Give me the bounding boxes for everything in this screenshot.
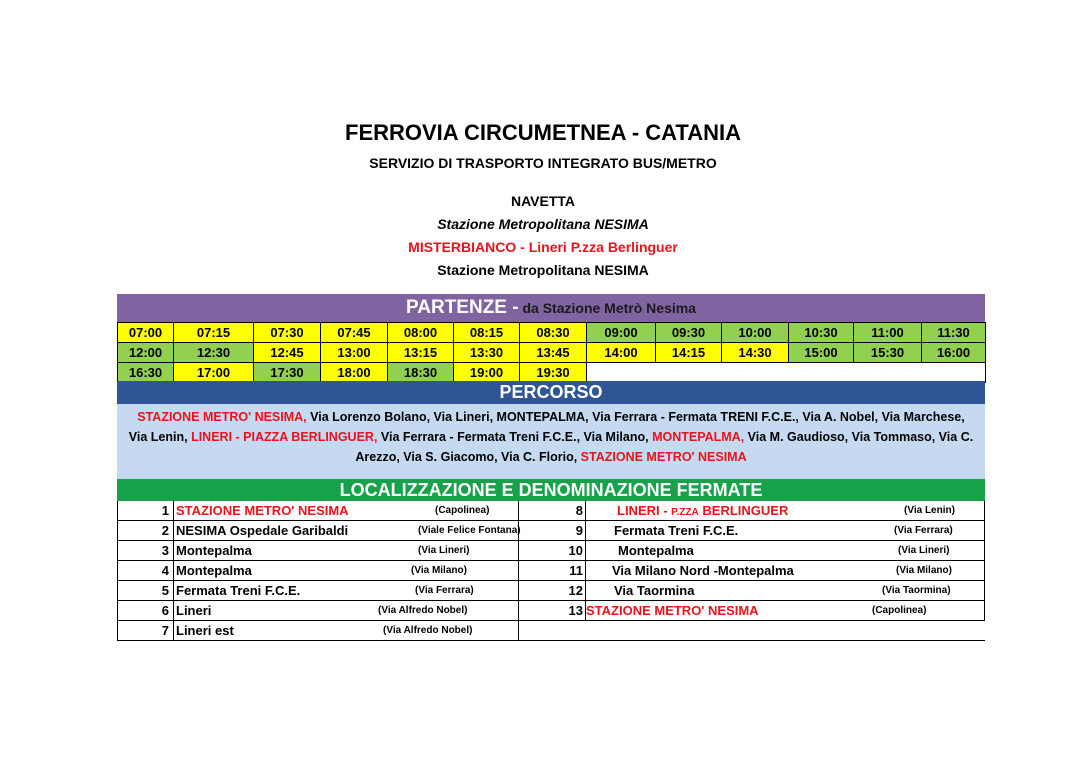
stop-name: Montepalma bbox=[176, 543, 252, 558]
stop-street: (Viale Felice Fontana) bbox=[418, 525, 521, 536]
stop-row bbox=[117, 621, 985, 641]
navetta-label: NAVETTA bbox=[510, 193, 576, 209]
stop-street: (Via Milano) bbox=[896, 565, 952, 576]
stop-row bbox=[117, 521, 985, 541]
route-stop-highlight: STAZIONE METRO' NESIMA, bbox=[137, 410, 307, 424]
grid-line bbox=[585, 561, 586, 580]
stop-name: Lineri bbox=[176, 603, 212, 618]
stop-number: 7 bbox=[161, 623, 169, 638]
departure-time: 17:00 bbox=[174, 363, 254, 383]
departure-time: 07:15 bbox=[174, 323, 254, 343]
departure-row bbox=[118, 343, 986, 363]
stop-number: 10 bbox=[568, 543, 583, 558]
fermate-header: LOCALIZZAZIONE E DENOMINAZIONE FERMATE bbox=[117, 479, 985, 501]
departure-time: 19:00 bbox=[454, 363, 520, 383]
departure-time: 12:45 bbox=[254, 343, 321, 363]
departure-time: 16:00 bbox=[922, 343, 986, 363]
stop-name: Montepalma bbox=[176, 563, 252, 578]
stop-number: 3 bbox=[161, 543, 169, 558]
percorso-header: PERCORSO bbox=[117, 381, 985, 404]
departure-time: 14:00 bbox=[587, 343, 656, 363]
departure-time: 17:30 bbox=[254, 363, 321, 383]
grid-line bbox=[173, 501, 174, 520]
grid-line bbox=[518, 581, 519, 600]
stop-row bbox=[117, 601, 985, 621]
route-line-3: Stazione Metropolitana NESIMA bbox=[437, 262, 649, 278]
departure-time: 10:30 bbox=[789, 323, 854, 343]
grid-line bbox=[984, 581, 985, 600]
departure-time: 13:15 bbox=[388, 343, 454, 363]
grid-line bbox=[585, 501, 586, 520]
stop-number: 13 bbox=[568, 603, 583, 618]
stops-table bbox=[117, 501, 985, 641]
stop-name: Via Milano Nord -Montepalma bbox=[612, 563, 794, 578]
grid-line bbox=[518, 601, 519, 620]
grid-line bbox=[518, 561, 519, 580]
departure-time: 13:30 bbox=[454, 343, 520, 363]
stop-number: 6 bbox=[161, 603, 169, 618]
stop-name: Fermata Treni F.C.E. bbox=[614, 523, 739, 538]
departure-time: 07:00 bbox=[118, 323, 174, 343]
stop-number: 9 bbox=[575, 523, 583, 538]
departure-time: 15:00 bbox=[789, 343, 854, 363]
stop-row bbox=[117, 501, 985, 521]
grid-line bbox=[984, 601, 985, 620]
stop-name: Fermata Treni F.C.E. bbox=[176, 583, 301, 598]
stop-name-part: P.ZZA bbox=[671, 507, 699, 518]
route-text: Via M. Gaudioso, Via Tommaso, Via C. Arezzo, Via S. Giacomo, Via C. Florio, bbox=[355, 430, 974, 464]
departure-time: 14:30 bbox=[722, 343, 789, 363]
stop-name: Via Taormina bbox=[614, 583, 695, 598]
stop-name-part: LINERI - bbox=[617, 503, 672, 518]
stop-row bbox=[117, 561, 985, 581]
grid-line bbox=[518, 501, 519, 520]
stop-row bbox=[117, 541, 985, 561]
departure-time: 08:30 bbox=[520, 323, 587, 343]
stop-number: 12 bbox=[568, 583, 583, 598]
stop-name: STAZIONE METRO' NESIMA bbox=[586, 603, 759, 618]
grid-line bbox=[518, 621, 519, 640]
stop-street: (Via Ferrara) bbox=[415, 585, 474, 596]
departure-time: 08:15 bbox=[454, 323, 520, 343]
route-text: Via Ferrara - Fermata Treni F.C.E., Via Milano, bbox=[377, 430, 653, 444]
stop-street: (Via Ferrara) bbox=[894, 525, 953, 536]
departure-time: 08:00 bbox=[388, 323, 454, 343]
route-stop-highlight: LINERI - PIAZZA BERLINGUER, bbox=[191, 430, 378, 444]
grid-line bbox=[173, 561, 174, 580]
grid-line bbox=[173, 581, 174, 600]
stop-name: NESIMA Ospedale Garibaldi bbox=[176, 523, 349, 538]
stop-name: STAZIONE METRO' NESIMA bbox=[176, 503, 349, 518]
departure-row bbox=[118, 363, 986, 383]
departure-time: 13:45 bbox=[520, 343, 587, 363]
grid-line bbox=[984, 521, 985, 540]
departure-time: 12:00 bbox=[118, 343, 174, 363]
stop-name-part: BERLINGUER bbox=[698, 503, 789, 518]
route-description bbox=[117, 404, 985, 479]
stop-name bbox=[617, 501, 788, 522]
grid-line bbox=[173, 621, 174, 640]
stop-street: (Capolinea) bbox=[872, 605, 927, 616]
grid-line bbox=[585, 521, 586, 540]
grid-line bbox=[984, 501, 985, 520]
stop-number: 2 bbox=[161, 523, 169, 538]
partenze-header bbox=[117, 294, 985, 322]
stop-number: 1 bbox=[161, 503, 169, 518]
stop-street: (Via Alfredo Nobel) bbox=[383, 625, 473, 636]
departure-row bbox=[118, 323, 986, 343]
stop-row bbox=[117, 581, 985, 601]
stop-street: (Capolinea) bbox=[435, 505, 490, 516]
departure-time: 18:30 bbox=[388, 363, 454, 383]
departure-time: 12:30 bbox=[174, 343, 254, 363]
stop-street: (Via Alfredo Nobel) bbox=[378, 605, 468, 616]
departure-time: 18:00 bbox=[321, 363, 388, 383]
grid-line bbox=[173, 601, 174, 620]
grid-line bbox=[173, 541, 174, 560]
departure-time: 07:30 bbox=[254, 323, 321, 343]
stop-street: (Via Milano) bbox=[411, 565, 467, 576]
route-stop-highlight: MONTEPALMA, bbox=[652, 430, 745, 444]
departure-time: 11:00 bbox=[854, 323, 922, 343]
grid-line bbox=[585, 581, 586, 600]
departure-times-table bbox=[117, 322, 986, 383]
stop-street: (Via Lineri) bbox=[898, 545, 950, 556]
grid-line bbox=[984, 541, 985, 560]
departure-time: 16:30 bbox=[118, 363, 174, 383]
partenze-title: PARTENZE - bbox=[406, 297, 519, 318]
departure-time: 10:00 bbox=[722, 323, 789, 343]
route-line-2: MISTERBIANCO - Lineri P.zza Berlinguer bbox=[408, 239, 678, 255]
stop-number: 8 bbox=[575, 503, 583, 518]
stop-street: (Via Lineri) bbox=[418, 545, 470, 556]
grid-line bbox=[585, 541, 586, 560]
page-title: FERROVIA CIRCUMETNEA - CATANIA bbox=[345, 120, 741, 145]
page-subtitle: SERVIZIO DI TRASPORTO INTEGRATO BUS/METRO bbox=[369, 155, 717, 171]
route-stop-highlight: STAZIONE METRO' NESIMA bbox=[580, 450, 747, 464]
departure-time: 09:30 bbox=[656, 323, 722, 343]
departure-time: 14:15 bbox=[656, 343, 722, 363]
stop-name: Lineri est bbox=[176, 623, 234, 638]
stop-number: 11 bbox=[569, 563, 583, 578]
departure-time: 13:00 bbox=[321, 343, 388, 363]
departure-time: 11:30 bbox=[922, 323, 986, 343]
route-line-1: Stazione Metropolitana NESIMA bbox=[437, 216, 649, 232]
stop-street: (Via Taormina) bbox=[882, 585, 951, 596]
empty-cell bbox=[587, 363, 986, 383]
grid-line bbox=[173, 521, 174, 540]
stop-number: 5 bbox=[161, 583, 169, 598]
departure-time: 15:30 bbox=[854, 343, 922, 363]
stop-number: 4 bbox=[161, 563, 169, 578]
departure-time: 09:00 bbox=[587, 323, 656, 343]
grid-line bbox=[518, 541, 519, 560]
stop-street: (Via Lenin) bbox=[904, 505, 955, 516]
grid-line bbox=[984, 561, 985, 580]
partenze-subtitle: da Stazione Metrò Nesima bbox=[518, 300, 696, 316]
departure-time: 07:45 bbox=[321, 323, 388, 343]
route-text: Via Lorenzo Bolano, Via Lineri, MONTEPALMA, Via Ferrara - Fermata TRENI F.C.E., Via A. Nobel, Via Marchese, Via Lenin, bbox=[128, 410, 965, 444]
departure-time: 19:30 bbox=[520, 363, 587, 383]
stop-name: Montepalma bbox=[618, 543, 694, 558]
